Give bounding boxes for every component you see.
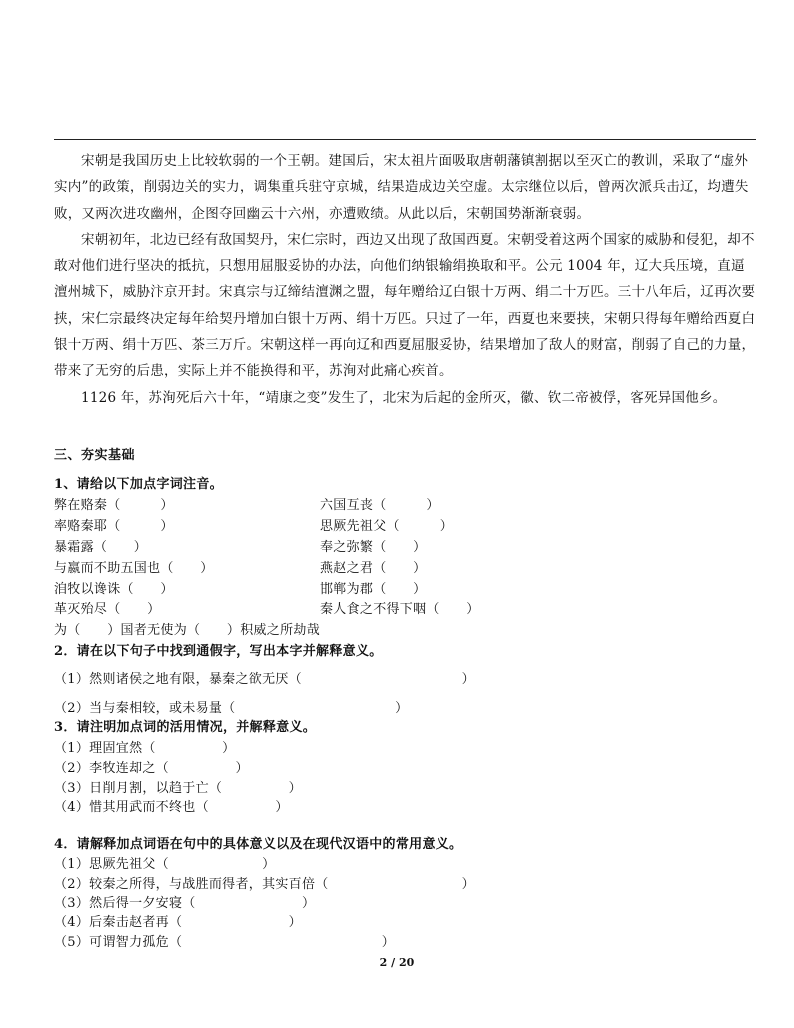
q3-item: （4）惜其用武而不终也（ ） xyxy=(54,800,289,815)
q4-item: （5）可谓智力孤危（ ） xyxy=(54,935,396,950)
q1-right-item: 六国互丧（ ） xyxy=(320,498,440,513)
q4-item: （4）后秦击赵者再（ ） xyxy=(54,915,302,930)
q1-last-item: 为（ ）国者无使为（ ）积威之所劫哉 xyxy=(54,623,321,638)
q4-item: （1）思厥先祖父（ ） xyxy=(54,857,276,872)
q2-item: （2）当与秦相较，或未易量（ ） xyxy=(54,701,409,716)
header-rule xyxy=(54,139,756,140)
q2-title: 2．请在以下句子中找到通假字，写出本字并解释意义。 xyxy=(54,644,383,659)
paragraph-2: 宋朝初年，北边已经有敌国契丹，宋仁宗时，西边又出现了敌国西夏。宋朝受着这两个国家的威胁和侵犯，却不敢对他们进行坚决的抵抗，只想用屈服妥协的办法，向他们纳银输绢换取和平。公元 1004 年，辽大兵压境，直逼澶州城下，威胁汴京开封。宋真宗与辽缔结澶渊之盟，每年赠给辽白银十万两、绢二十万匹。三十八年后，辽再次要挟，宋仁宗最终决定每年给契丹增加白银十万两、绢十万匹。只过了一年，西夏也来要挟，宋朝只得每年赠给西夏白银十万两、绢十万匹、茶三万斤。宋朝这样一再向辽和西夏屈服妥协，结果增加了敌人的财富，削弱了自己的力量，带来了无穷的后患，实际上并不能换得和平，苏洵对此痛心疾首。 xyxy=(54,231,756,380)
q4-title: 4．请解释加点词语在句中的具体意义以及在现代汉语中的常用意义。 xyxy=(54,837,463,852)
q3-item: （2）李牧连却之（ ） xyxy=(54,761,249,776)
q1-left-item: 暴霜露（ ） xyxy=(54,540,148,555)
q3-item: （3）日削月割，以趋于亡（ ） xyxy=(54,781,302,796)
q1-title: 1、请给以下加点字词注音。 xyxy=(54,477,223,492)
paragraph-3: 1126 年，苏洵死后六十年，“靖康之变”发生了，北宋为后起的金所灭，徽、钦二帝被俘，客死异国他乡。 xyxy=(81,389,727,406)
q1-left-item: 率赂秦耶（ ） xyxy=(54,519,174,534)
q1-right-item: 邯郸为郡（ ） xyxy=(320,582,427,597)
q1-right-item: 燕赵之君（ ） xyxy=(320,561,427,576)
q1-left-item: 弊在赂秦（ ） xyxy=(54,498,174,513)
section-title: 三、夯实基础 xyxy=(54,448,136,463)
q1-left-item: 革灭殆尽（ ） xyxy=(54,602,161,617)
page-number: 2 / 20 xyxy=(379,956,415,969)
q1-right-item: 秦人食之不得下咽（ ） xyxy=(320,602,480,617)
reading-passage xyxy=(54,148,756,411)
q1-left-item: 与嬴而不助五国也（ ） xyxy=(54,561,214,576)
q4-item: （3）然后得一夕安寝（ ） xyxy=(54,896,316,911)
paragraph-1: 宋朝是我国历史上比较软弱的一个王朝。建国后，宋太祖片面吸取唐朝藩镇割据以至灭亡的教训，采取了“虚外实内”的政策，削弱边关的实力，调集重兵驻守京城，结果造成边关空虚。太宗继位以后，曾两次派兵击辽，均遭失败，又两次进攻幽州，企图夺回幽云十六州，亦遭败绩。从此以后，宋朝国势渐渐衰弱。 xyxy=(54,153,749,222)
q3-title: 3．请注明加点词的活用情况，并解释意义。 xyxy=(54,720,317,735)
q1-right-item: 奉之弥繁（ ） xyxy=(320,540,427,555)
q1-right-item: 思厥先祖父（ ） xyxy=(320,519,454,534)
q3-item: （1）理固宜然（ ） xyxy=(54,741,236,756)
q4-item: （2）较秦之所得，与战胜而得者，其实百倍（ ） xyxy=(54,877,475,892)
q1-left-item: 洎牧以谗诛（ ） xyxy=(54,582,174,597)
q2-item: （1）然则诸侯之地有限，暴秦之欲无厌（ ） xyxy=(54,672,475,687)
